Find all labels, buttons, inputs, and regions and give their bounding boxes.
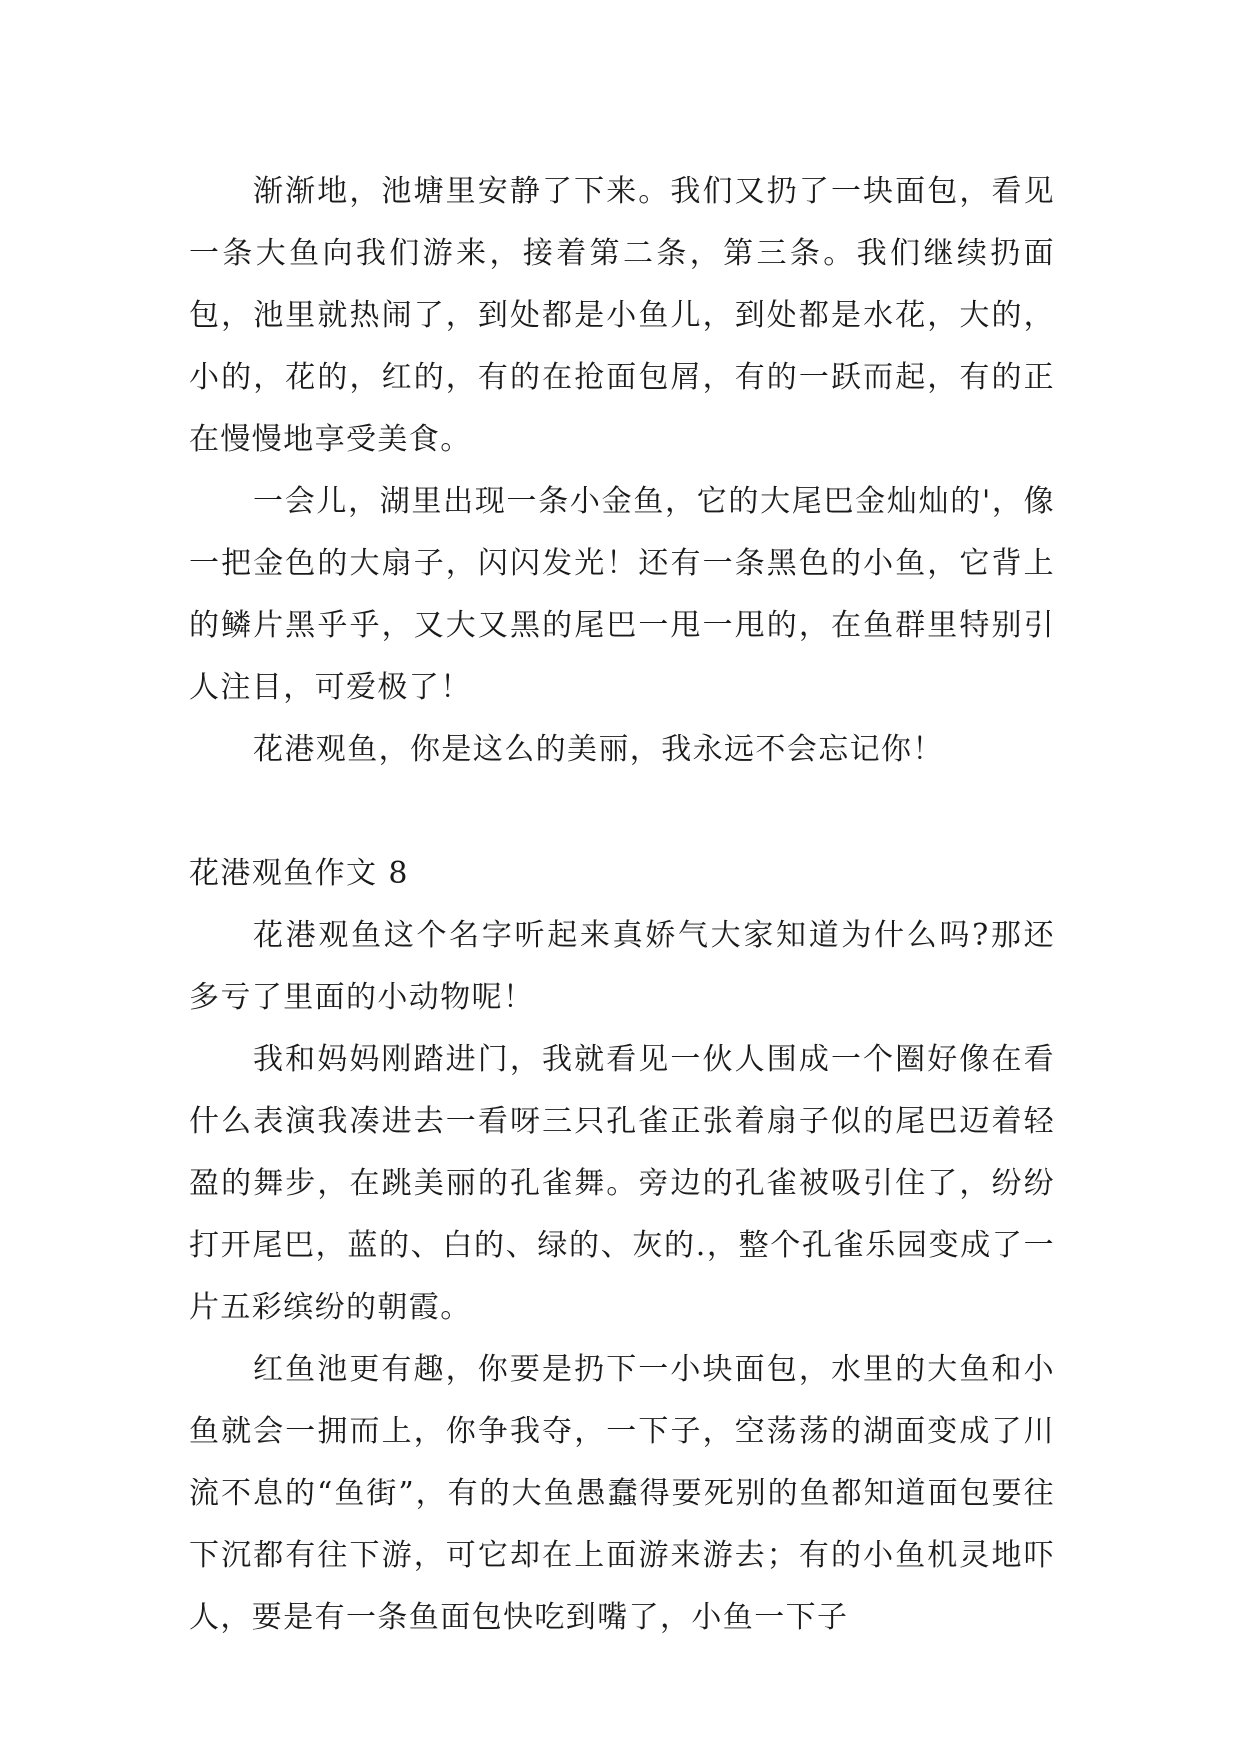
document-body [189,161,1055,1649]
paragraph: 花港观鱼，你是这么的美丽，我永远不会忘记你！ [253,732,944,767]
paragraph: 一会儿，湖里出现一条小金鱼，它的大尾巴金灿灿的'，像一把金色的大扇子，闪闪发光！还有一条黑色的小鱼，它背上的鳞片黑乎乎，又大又黑的尾巴一甩一甩的，在鱼群里特别引人注目，可爱极了！ [189,484,1055,705]
paragraph: 渐渐地，池塘里安静了下来。我们又扔了一块面包，看见一条大鱼向我们游来，接着第二条，第三条。我们继续扔面包，池里就热闹了，到处都是小鱼儿，到处都是水花，大的，小的，花的，红的，有的在抢面包屑，有的一跃而起，有的正在慢慢地享受美食。 [189,174,1055,457]
paragraph: 我和妈妈刚踏进门，我就看见一伙人围成一个圈好像在看什么表演我凑进去一看呀三只孔雀正张着扇子似的尾巴迈着轻盈的舞步，在跳美丽的孔雀舞。旁边的孔雀被吸引住了，纷纷打开尾巴，蓝的、白的、绿的、灰的.，整个孔雀乐园变成了一片五彩缤纷的朝霞。 [189,1042,1055,1325]
paragraph: 花港观鱼这个名字听起来真娇气大家知道为什么吗?那还多亏了里面的小动物呢！ [189,918,1055,1015]
section-heading: 花港观鱼作文 8 [189,856,409,891]
section-gap [189,781,1055,843]
paragraph: 红鱼池更有趣，你要是扔下一小块面包，水里的大鱼和小鱼就会一拥而上，你争我夺，一下子，空荡荡的湖面变成了川流不息的“鱼街”，有的大鱼愚蠢得要死别的鱼都知道面包要往下沉都有往下游，可它却在上面游来游去；有的小鱼机灵地吓人，要是有一条鱼面包快吃到嘴了，小鱼一下子 [189,1352,1055,1635]
